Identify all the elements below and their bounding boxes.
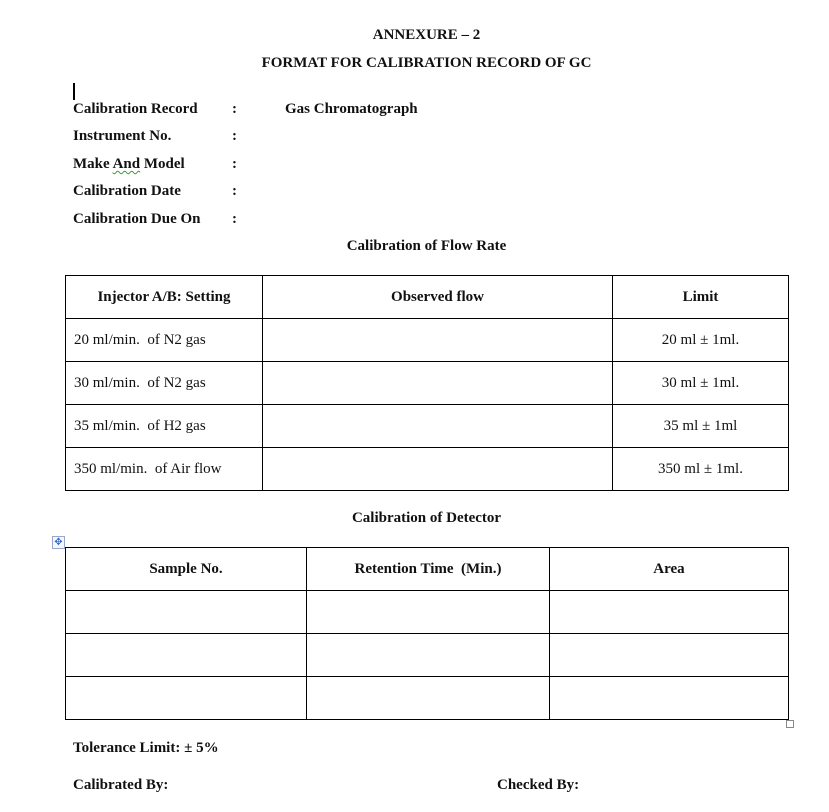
field-colon: : [232, 211, 237, 227]
tolerance-limit: Tolerance Limit: ± 5% [73, 740, 219, 756]
limit-cell: 30 ml ± 1ml. [613, 362, 789, 405]
field-colon: : [232, 101, 237, 117]
area-cell[interactable] [550, 634, 789, 677]
field-label-calibration-record: Calibration Record [73, 101, 198, 117]
flow-rate-section-title: Calibration of Flow Rate [346, 238, 507, 254]
area-cell[interactable] [550, 677, 789, 720]
table-row [66, 362, 789, 405]
table-move-handle-icon[interactable]: ✥ [52, 536, 65, 549]
column-header-observed-flow: Observed flow [263, 276, 613, 319]
detector-table [65, 547, 789, 720]
column-header-retention-time: Retention Time (Min.) [307, 548, 550, 591]
observed-flow-cell[interactable] [263, 405, 613, 448]
retention-time-cell[interactable] [307, 591, 550, 634]
area-cell[interactable] [550, 591, 789, 634]
sample-no-cell[interactable] [66, 591, 307, 634]
column-header-sample-no: Sample No. [66, 548, 307, 591]
retention-time-cell[interactable] [307, 677, 550, 720]
field-label-make-and-model [73, 156, 185, 173]
limit-cell: 35 ml ± 1ml [613, 405, 789, 448]
annexure-heading: ANNEXURE – 2 [372, 27, 481, 43]
table-row [66, 677, 789, 720]
limit-cell: 350 ml ± 1ml. [613, 448, 789, 491]
table-row [66, 591, 789, 634]
retention-time-cell[interactable] [307, 634, 550, 677]
flow-rate-table [65, 275, 789, 491]
field-colon: : [232, 156, 237, 172]
detector-section-title: Calibration of Detector [351, 510, 502, 526]
model-text: Model [140, 156, 185, 172]
field-colon: : [232, 183, 237, 199]
sample-no-cell[interactable] [66, 634, 307, 677]
spellcheck-flagged-word[interactable]: And [112, 156, 141, 172]
observed-flow-cell[interactable] [263, 362, 613, 405]
observed-flow-cell[interactable] [263, 319, 613, 362]
setting-cell: 35 ml/min. of H2 gas [66, 405, 263, 448]
column-header-limit: Limit [613, 276, 789, 319]
observed-flow-cell[interactable] [263, 448, 613, 491]
sample-no-cell[interactable] [66, 677, 307, 720]
column-header-setting: Injector A/B: Setting [66, 276, 263, 319]
table-row [66, 634, 789, 677]
table-row [66, 319, 789, 362]
checked-by-label: Checked By: [497, 777, 580, 793]
field-value-calibration-record[interactable]: Gas Chromatograph [285, 101, 418, 117]
field-label-instrument-no: Instrument No. [73, 128, 172, 144]
limit-cell: 20 ml ± 1ml. [613, 319, 789, 362]
calibrated-by-label: Calibrated By: [73, 777, 169, 793]
make-text: Make [73, 156, 113, 172]
field-label-calibration-date: Calibration Date [73, 183, 181, 199]
setting-cell: 350 ml/min. of Air flow [66, 448, 263, 491]
field-label-calibration-due-on: Calibration Due On [73, 211, 201, 227]
table-resize-handle-icon[interactable] [786, 720, 794, 728]
text-cursor [73, 83, 75, 100]
table-row [66, 405, 789, 448]
field-colon: : [232, 128, 237, 144]
setting-cell: 20 ml/min. of N2 gas [66, 319, 263, 362]
page-title: FORMAT FOR CALIBRATION RECORD OF GC [261, 55, 592, 71]
column-header-area: Area [550, 548, 789, 591]
setting-cell: 30 ml/min. of N2 gas [66, 362, 263, 405]
table-row [66, 448, 789, 491]
